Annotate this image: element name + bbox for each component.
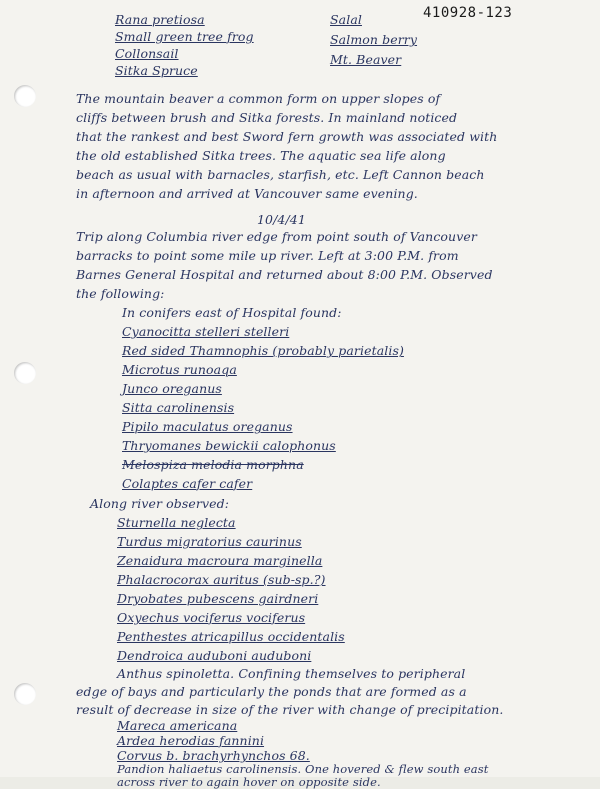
- species-entry: Ardea herodias fannini: [117, 733, 265, 748]
- species-entry: Zenaidura macroura marginella: [117, 553, 323, 568]
- paragraph-line: that the rankest and best Sword fern growth was associated with: [76, 129, 498, 144]
- species-entry: Melospiza melodia morphna: [122, 457, 304, 472]
- species-entry: Dendroica auduboni auduboni: [117, 648, 312, 663]
- observation-line: across river to again hover on opposite side.: [117, 775, 381, 789]
- observation-line: result of decrease in size of the river with change of precipitation.: [76, 702, 504, 717]
- catalog-number-stamp: 410928-123: [423, 5, 513, 21]
- species-entry: Oxyechus vociferus vociferus: [117, 610, 306, 625]
- header-species: Rana pretiosa: [115, 12, 205, 27]
- species-entry: Pipilo maculatus oreganus: [122, 419, 293, 434]
- observation-line: Pandion haliaetus carolinensis. One hovered & flew south east: [117, 762, 489, 776]
- species-entry: Mareca americana: [117, 718, 238, 733]
- header-plant: Mt. Beaver: [330, 52, 402, 67]
- paragraph-line: The mountain beaver a common form on upper slopes of: [76, 91, 441, 106]
- paragraph-line: the old established Sitka trees. The aquatic sea life along: [76, 148, 446, 163]
- entry-date: 10/4/41: [257, 212, 306, 227]
- header-plant: Salmon berry: [330, 32, 418, 47]
- species-entry: Phalacrocorax auritus (sub-sp.?): [117, 572, 326, 587]
- species-entry: Red sided Thamnophis (probably parietalis): [122, 343, 404, 358]
- header-species: Sitka Spruce: [115, 63, 198, 78]
- paragraph-line: beach as usual with barnacles, starfish, etc. Left Cannon beach: [76, 167, 485, 182]
- punch-hole-top: [14, 85, 36, 107]
- species-entry: Penthestes atricapillus occidentalis: [117, 629, 345, 644]
- species-entry: Dryobates pubescens gairdneri: [117, 591, 319, 606]
- species-entry: Turdus migratorius caurinus: [117, 534, 302, 549]
- paragraph-line: cliffs between brush and Sitka forests. In mainland noticed: [76, 110, 458, 125]
- species-entry: Colaptes cafer cafer: [122, 476, 253, 491]
- species-entry: Microtus runoaqa: [122, 362, 237, 377]
- paragraph-line: the following:: [76, 286, 165, 301]
- punch-hole-middle: [14, 362, 36, 384]
- observation-line: edge of bays and particularly the ponds that are formed as a: [76, 684, 467, 699]
- species-entry: Junco oreganus: [122, 381, 222, 396]
- species-entry: Sitta carolinensis: [122, 400, 235, 415]
- header-species: Small green tree frog: [115, 29, 254, 44]
- species-entry: Corvus b. brachyrhynchos 68.: [117, 748, 310, 763]
- paragraph-line: in afternoon and arrived at Vancouver same evening.: [76, 186, 418, 201]
- section-heading: Along river observed:: [90, 496, 230, 511]
- header-plant: Salal: [330, 12, 362, 27]
- header-species: Collonsail: [115, 46, 179, 61]
- section-heading: In conifers east of Hospital found:: [122, 305, 342, 320]
- punch-hole-bottom: [14, 683, 36, 705]
- observation-line: Anthus spinoletta. Confining themselves to peripheral: [117, 666, 466, 681]
- species-entry: Thryomanes bewickii calophonus: [122, 438, 336, 453]
- paragraph-line: Barnes General Hospital and returned about 8:00 P.M. Observed: [76, 267, 493, 282]
- paragraph-line: Trip along Columbia river edge from point south of Vancouver: [76, 229, 477, 244]
- paragraph-line: barracks to point some mile up river. Left at 3:00 P.M. from: [76, 248, 459, 263]
- species-entry: Cyanocitta stelleri stelleri: [122, 324, 290, 339]
- species-entry: Sturnella neglecta: [117, 515, 236, 530]
